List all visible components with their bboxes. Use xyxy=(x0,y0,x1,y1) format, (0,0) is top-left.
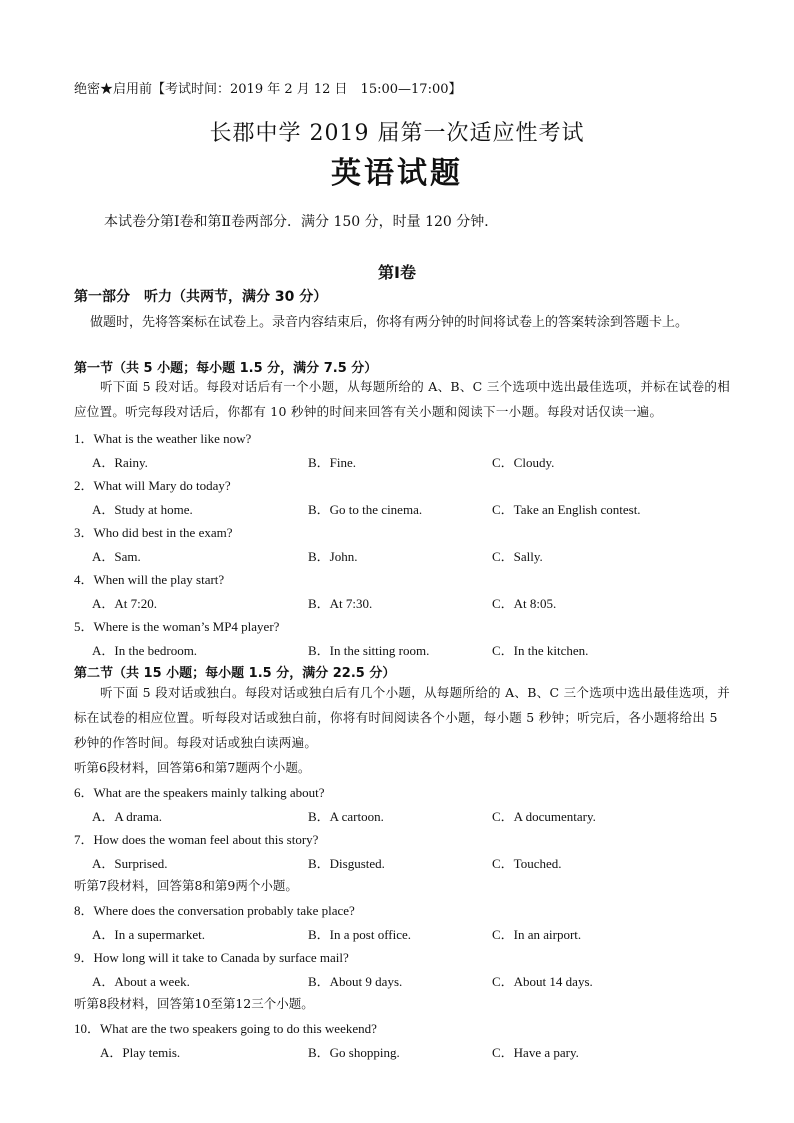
question-9: 9．How long will it take to Canada by surface mail? xyxy=(74,950,349,965)
question-6: 6．What are the speakers mainly talking about? xyxy=(74,785,325,800)
q6-option-c: C．A documentary. xyxy=(492,809,596,824)
q2-option-a: A．Study at home. xyxy=(92,502,193,517)
question-8: 8．Where does the conversation probably take place? xyxy=(74,903,355,918)
part1-title: 第一部分 听力（共两节，满分 30 分） xyxy=(74,289,328,305)
q6-option-b: B．A cartoon. xyxy=(308,809,384,824)
q10-option-c: C．Have a pary. xyxy=(492,1045,579,1060)
q5-option-a: A．In the bedroom. xyxy=(92,643,198,658)
q6-option-a: A．A drama. xyxy=(92,809,163,824)
q7-option-b: B．Disgusted. xyxy=(308,856,385,871)
listening-note-7: 听第7段材料，回答第8和第9两个小题。 xyxy=(74,878,298,893)
q9-option-c: C．About 14 days. xyxy=(492,974,593,989)
volume-heading: 第Ⅰ卷 xyxy=(378,263,416,282)
q1-option-b: B．Fine. xyxy=(308,455,357,470)
exam-intro: 本试卷分第Ⅰ卷和第Ⅱ卷两部分．满分 150 分，时量 120 分钟． xyxy=(104,214,499,230)
listening-note-6: 听第6段材料，回答第6和第7题两个小题。 xyxy=(74,760,311,775)
question-7: 7．How does the woman feel about this story? xyxy=(74,832,319,847)
section1-title: 第一节（共 5 小题；每小题 1.5 分，满分 7.5 分） xyxy=(74,361,378,376)
q3-option-b: B．John. xyxy=(308,549,358,564)
q8-option-c: C．In an airport. xyxy=(492,927,582,942)
q4-option-b: B．At 7:30. xyxy=(308,596,373,611)
section2-instruction: 听下面 5 段对话或独白。每段对话或独白后有几个小题，从每题所给的 A、B、C 三个选项中选出最佳选项，并标在试卷的相应位置。听每段对话或独白前，你将有时间阅读各个小题，每小题 5 秒钟；听完后，各小题将给出 5 秒钟的作答时间。每段对话或独白读两遍。 xyxy=(74,685,731,750)
q5-option-c: C．In the kitchen. xyxy=(492,643,589,658)
q10-option-a: A．Play temis. xyxy=(100,1045,181,1060)
question-1: 1．What is the weather like now? xyxy=(74,431,252,446)
q7-option-a: A．Surprised. xyxy=(92,856,168,871)
q9-option-b: B．About 9 days. xyxy=(308,974,403,989)
q4-option-a: A．At 7:20. xyxy=(92,596,158,611)
question-2: 2．What will Mary do today? xyxy=(74,478,231,493)
question-3: 3．Who did best in the exam? xyxy=(74,525,233,540)
q1-option-a: A．Rainy. xyxy=(92,455,148,470)
section2-title: 第二节（共 15 小题；每小题 1.5 分，满分 22.5 分） xyxy=(74,666,396,681)
q3-option-a: A．Sam. xyxy=(92,549,141,564)
q9-option-a: A．About a week. xyxy=(92,974,190,989)
q8-option-a: A．In a supermarket. xyxy=(92,927,205,942)
q10-option-b: B．Go shopping. xyxy=(308,1045,400,1060)
q8-option-b: B．In a post office. xyxy=(308,927,412,942)
section1-instruction: 听下面 5 段对话。每段对话后有一个小题，从每题所给的 A、B、C 三个选项中选出最佳选项，并标在试卷的相应位置。听完每段对话后，你都有 10 秒钟的时间来回答有关小题和阅读下一小题。每段对话仅读一遍。 xyxy=(74,379,731,419)
question-4: 4．When will the play start? xyxy=(74,572,225,587)
q2-option-b: B．Go to the cinema. xyxy=(308,502,423,517)
listening-note-8: 听第8段材料，回答第10至第12三个小题。 xyxy=(74,996,314,1011)
confidential-line: 绝密★启用前【考试时间：2019 年 2 月 12 日 15:00—17:00】 xyxy=(74,82,462,97)
q1-option-c: C．Cloudy. xyxy=(492,455,555,470)
exam-subject-title: 英语试题 xyxy=(331,156,463,191)
q7-option-c: C．Touched. xyxy=(492,856,562,871)
q5-option-b: B．In the sitting room. xyxy=(308,643,430,658)
exam-title: 长郡中学 2019 届第一次适应性考试 xyxy=(209,121,585,146)
part1-description: 做题时，先将答案标在试卷上。录音内容结束后，你将有两分钟的时间将试卷上的答案转涂到答题卡上。 xyxy=(90,315,689,330)
q3-option-c: C．Sally. xyxy=(492,549,543,564)
question-5: 5．Where is the woman’s MP4 player? xyxy=(74,619,280,634)
question-10: 10．What are the two speakers going to do this weekend? xyxy=(74,1021,377,1036)
q2-option-c: C．Take an English contest. xyxy=(492,502,641,517)
q4-option-c: C．At 8:05. xyxy=(492,596,557,611)
